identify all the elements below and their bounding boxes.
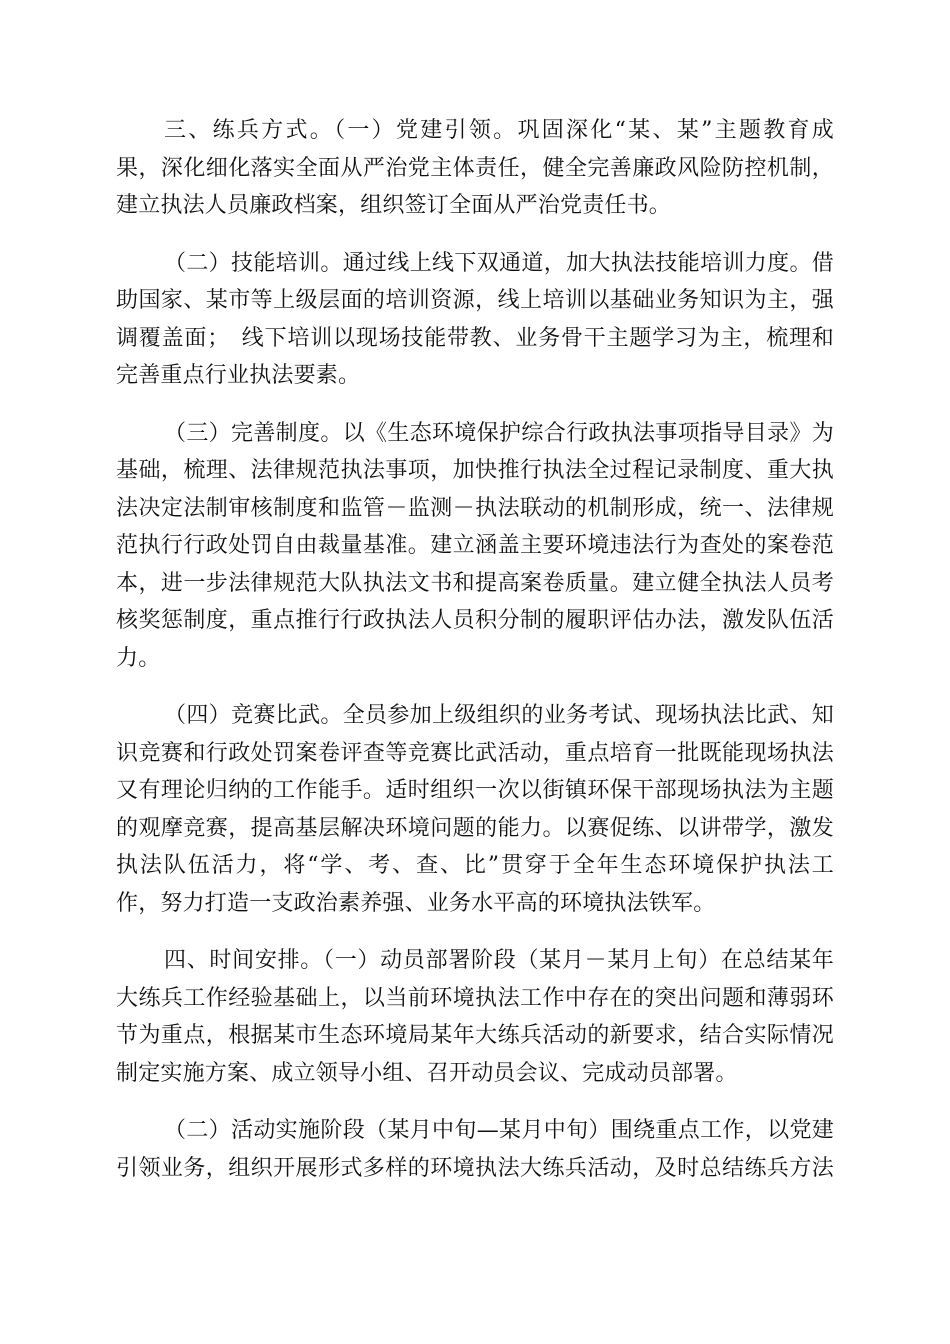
text-line: 作，努力打造一支政治素养强、业务水平高的环境执法铁军。	[116, 890, 716, 916]
text-line: （二）活动实施阶段（某月中旬—某月中旬）围绕重点工作，以党建	[164, 1118, 834, 1143]
paragraph-improve-system	[116, 415, 834, 678]
text-line: 大练兵工作经验基础上，以当前环境执法工作中存在的突出问题和薄弱环	[116, 985, 834, 1011]
text-line: 执法队伍活力，将“学、考、查、比”贯穿于全年生态环境保护执法工	[116, 853, 834, 878]
text-line: 引领业务，组织开展形式多样的环境执法大练兵活动，及时总结练兵方法	[116, 1155, 834, 1181]
text-line: 果，深化细化落实全面从严治党主体责任，健全完善廉政风险防控机制，	[116, 155, 834, 181]
text-line: 制定实施方案、成立领导小组、召开动员会议、完成动员部署。	[116, 1060, 738, 1086]
paragraph-schedule-implementation	[116, 1112, 834, 1187]
text-line: （三）完善制度。以《生态环境保护综合行政执法事项指导目录》为	[164, 420, 834, 446]
text-line: 又有理论归纳的工作能手。适时组织一次以街镇环保干部现场执法为主题	[116, 778, 834, 803]
text-line: 力。	[116, 645, 161, 671]
paragraph-training-methods-party-building	[116, 112, 834, 225]
paragraph-skills-training	[116, 245, 834, 395]
document-body	[116, 112, 834, 1207]
text-line: 四、时间安排。（一）动员部署阶段（某月－某月上旬）在总结某年	[164, 948, 834, 973]
text-line: 完善重点行业执法要素。	[116, 363, 361, 388]
text-line: 助国家、某市等上级层面的培训资源，线上培训以基础业务知识为主，强	[116, 288, 834, 313]
text-line: 调覆盖面； 线下培训以现场技能带教、业务骨干主题学习为主，梳理和	[116, 325, 834, 351]
text-line: 建立执法人员廉政档案，组织签订全面从严治党责任书。	[116, 193, 672, 218]
text-line: 核奖惩制度，重点推行行政执法人员积分制的履职评估办法，激发队伍活	[116, 608, 834, 633]
text-line: 本，进一步法律规范大队执法文书和提高案卷质量。建立健全执法人员考	[116, 570, 834, 596]
text-line: 识竞赛和行政处罚案卷评查等竞赛比武活动，重点培育一批既能现场执法	[116, 740, 834, 766]
text-line: 三、练兵方式。（一）党建引领。巩固深化“某、某”主题教育成	[164, 118, 834, 143]
paragraph-competition	[116, 697, 834, 922]
text-line: 的观摩竞赛，提高基层解决环境问题的能力。以赛促练、以讲带学，激发	[116, 815, 834, 841]
text-line: （二）技能培训。通过线上线下双通道，加大执法技能培训力度。借	[164, 250, 834, 276]
text-line: （四）竞赛比武。全员参加上级组织的业务考试、现场执法比武、知	[164, 703, 834, 728]
text-line: 基础，梳理、法律规范执法事项，加快推行执法全过程记录制度、重大执	[116, 458, 834, 483]
text-line: 节为重点，根据某市生态环境局某年大练兵活动的新要求，结合实际情况	[116, 1023, 834, 1048]
text-line: 法决定法制审核制度和监管－监测－执法联动的机制形成，统一、法律规	[116, 495, 834, 521]
paragraph-schedule-mobilization	[116, 942, 834, 1092]
text-line: 范执行行政处罚自由裁量基准。建立涵盖主要环境违法行为查处的案卷范	[116, 533, 834, 558]
